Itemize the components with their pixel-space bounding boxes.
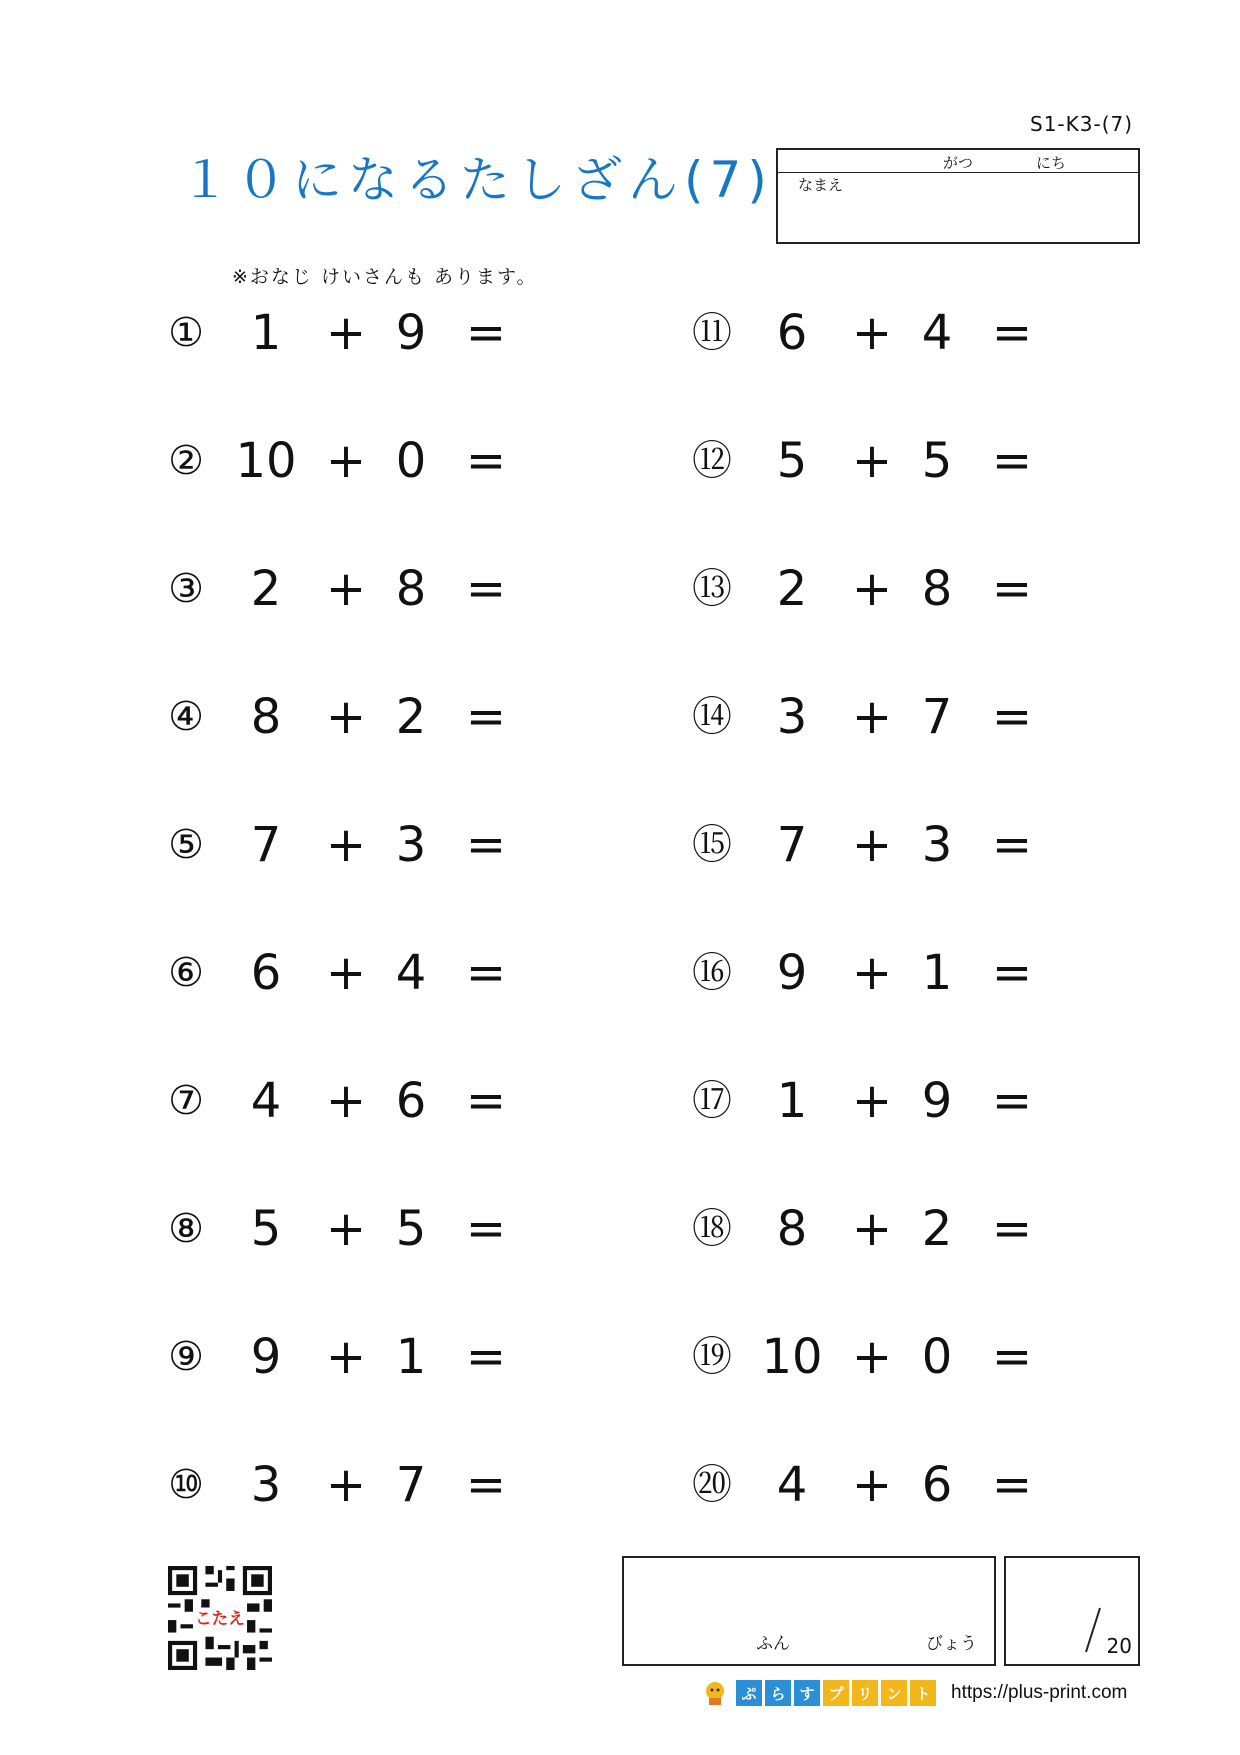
problem-b: 1 <box>395 1329 427 1385</box>
problem-8 <box>156 1199 626 1259</box>
problem-op: + <box>325 1201 367 1257</box>
brand-char: ぷ <box>736 1680 762 1706</box>
brand-logo[interactable] <box>736 1680 939 1706</box>
problem-eq: = <box>991 689 1033 745</box>
problem-eq: = <box>465 1073 507 1129</box>
problem-b: 7 <box>921 689 953 745</box>
problem-op: + <box>325 433 367 489</box>
problem-12 <box>682 431 1152 491</box>
problem-b: 2 <box>395 689 427 745</box>
problem-eq: = <box>465 561 507 617</box>
problem-b: 1 <box>921 945 953 1001</box>
problem-b: 8 <box>921 561 953 617</box>
qr-label: こたえ <box>195 1609 245 1629</box>
brand-char: ら <box>765 1680 791 1706</box>
problem-op: + <box>325 689 367 745</box>
problem-4 <box>156 687 626 747</box>
footer <box>700 1676 1127 1710</box>
problem-op: + <box>851 817 893 873</box>
problem-16 <box>682 943 1152 1003</box>
problem-op: + <box>851 1201 893 1257</box>
problem-num: ⑰ <box>692 1078 732 1124</box>
problem-op: + <box>851 305 893 361</box>
problem-num: ⑦ <box>168 1078 204 1124</box>
page-title: １０になるたしざん(7) <box>180 151 773 209</box>
problem-6 <box>156 943 626 1003</box>
problem-1 <box>156 303 626 363</box>
problem-op: + <box>851 945 893 1001</box>
problem-eq: = <box>991 1073 1033 1129</box>
problem-b: 5 <box>395 1201 427 1257</box>
problem-a: 2 <box>776 561 808 617</box>
problem-a: 10 <box>235 433 297 489</box>
problem-num: ④ <box>168 694 204 740</box>
problem-19 <box>682 1327 1152 1387</box>
problem-b: 8 <box>395 561 427 617</box>
problem-num: ② <box>168 438 204 484</box>
problem-op: + <box>851 561 893 617</box>
problem-a: 3 <box>776 689 808 745</box>
problem-3 <box>156 559 626 619</box>
problem-b: 6 <box>921 1457 953 1513</box>
problem-a: 5 <box>250 1201 282 1257</box>
problem-b: 0 <box>395 433 427 489</box>
mascot-icon <box>700 1678 730 1708</box>
problem-17 <box>682 1071 1152 1131</box>
problem-num: ⑳ <box>692 1462 732 1508</box>
problem-a: 9 <box>776 945 808 1001</box>
instruction-note: ※おなじ けいさんも あります。 <box>232 266 538 288</box>
brand-char: す <box>794 1680 820 1706</box>
day-label: にち <box>1036 154 1067 172</box>
problem-a: 1 <box>250 305 282 361</box>
problem-num: ⑲ <box>692 1334 732 1380</box>
problem-eq: = <box>991 561 1033 617</box>
problem-num: ⑱ <box>692 1206 732 1252</box>
problem-a: 2 <box>250 561 282 617</box>
month-label: がつ <box>943 154 974 172</box>
problem-op: + <box>851 689 893 745</box>
site-url[interactable]: https://plus-print.com <box>951 1682 1128 1703</box>
problem-eq: = <box>991 1457 1033 1513</box>
problem-op: + <box>325 817 367 873</box>
problem-b: 0 <box>921 1329 953 1385</box>
problem-num: ⑨ <box>168 1334 204 1380</box>
problem-9 <box>156 1327 626 1387</box>
problem-eq: = <box>465 1201 507 1257</box>
problem-a: 6 <box>250 945 282 1001</box>
problem-b: 9 <box>921 1073 953 1129</box>
problem-num: ③ <box>168 566 204 612</box>
problem-b: 7 <box>395 1457 427 1513</box>
problem-a: 4 <box>776 1457 808 1513</box>
problem-a: 8 <box>776 1201 808 1257</box>
problem-b: 6 <box>395 1073 427 1129</box>
problem-op: + <box>325 305 367 361</box>
brand-char: プ <box>823 1680 849 1706</box>
qr-code-icon[interactable] <box>168 1566 272 1670</box>
problem-eq: = <box>465 689 507 745</box>
problem-a: 3 <box>250 1457 282 1513</box>
problem-op: + <box>325 1073 367 1129</box>
problem-num: ⑯ <box>692 950 732 996</box>
score-total: 20 <box>1106 1634 1132 1658</box>
problem-b: 2 <box>921 1201 953 1257</box>
problem-5 <box>156 815 626 875</box>
problem-a: 9 <box>250 1329 282 1385</box>
problem-eq: = <box>991 305 1033 361</box>
problem-b: 4 <box>395 945 427 1001</box>
brand-char: リ <box>852 1680 878 1706</box>
problem-num: ⑧ <box>168 1206 204 1252</box>
problem-18 <box>682 1199 1152 1259</box>
problem-num: ⑤ <box>168 822 204 868</box>
problem-num: ⑩ <box>168 1462 204 1508</box>
problem-eq: = <box>991 1201 1033 1257</box>
problem-op: + <box>325 1457 367 1513</box>
worksheet-code: S1-K3-(7) <box>1030 112 1134 136</box>
problem-op: + <box>851 1329 893 1385</box>
problem-b: 3 <box>921 817 953 873</box>
name-box[interactable] <box>776 148 1140 244</box>
problem-eq: = <box>991 945 1033 1001</box>
problem-a: 7 <box>776 817 808 873</box>
problem-a: 8 <box>250 689 282 745</box>
problem-num: ⑥ <box>168 950 204 996</box>
problem-eq: = <box>991 1329 1033 1385</box>
minutes-label: ふん <box>756 1634 790 1654</box>
problem-op: + <box>851 1457 893 1513</box>
problem-13 <box>682 559 1152 619</box>
problem-a: 10 <box>761 1329 823 1385</box>
problem-7 <box>156 1071 626 1131</box>
problem-11 <box>682 303 1152 363</box>
problem-num: ① <box>168 310 204 356</box>
problem-b: 4 <box>921 305 953 361</box>
problem-a: 5 <box>776 433 808 489</box>
problem-num: ⑪ <box>692 310 732 356</box>
score-box[interactable] <box>1004 1556 1140 1666</box>
problem-op: + <box>325 1329 367 1385</box>
problem-num: ⑬ <box>692 566 732 612</box>
problem-eq: = <box>991 817 1033 873</box>
problem-eq: = <box>991 433 1033 489</box>
problem-eq: = <box>465 1457 507 1513</box>
problem-num: ⑭ <box>692 694 732 740</box>
problem-eq: = <box>465 305 507 361</box>
problem-eq: = <box>465 817 507 873</box>
problem-op: + <box>325 561 367 617</box>
problem-20 <box>682 1455 1152 1515</box>
problem-15 <box>682 815 1152 875</box>
problem-op: + <box>851 1073 893 1129</box>
problem-14 <box>682 687 1152 747</box>
problem-b: 9 <box>395 305 427 361</box>
problem-a: 7 <box>250 817 282 873</box>
problem-b: 3 <box>395 817 427 873</box>
brand-char: ト <box>910 1680 936 1706</box>
problem-eq: = <box>465 1329 507 1385</box>
problem-a: 6 <box>776 305 808 361</box>
problem-op: + <box>325 945 367 1001</box>
seconds-label: びょう <box>926 1634 977 1654</box>
problem-num: ⑮ <box>692 822 732 868</box>
name-label: なまえ <box>798 176 844 194</box>
problem-eq: = <box>465 945 507 1001</box>
problem-b: 5 <box>921 433 953 489</box>
problem-num: ⑫ <box>692 438 732 484</box>
problem-a: 1 <box>776 1073 808 1129</box>
problem-eq: = <box>465 433 507 489</box>
problem-2 <box>156 431 626 491</box>
problem-op: + <box>851 433 893 489</box>
problem-10 <box>156 1455 626 1515</box>
time-box[interactable] <box>622 1556 996 1666</box>
brand-char: ン <box>881 1680 907 1706</box>
problem-a: 4 <box>250 1073 282 1129</box>
